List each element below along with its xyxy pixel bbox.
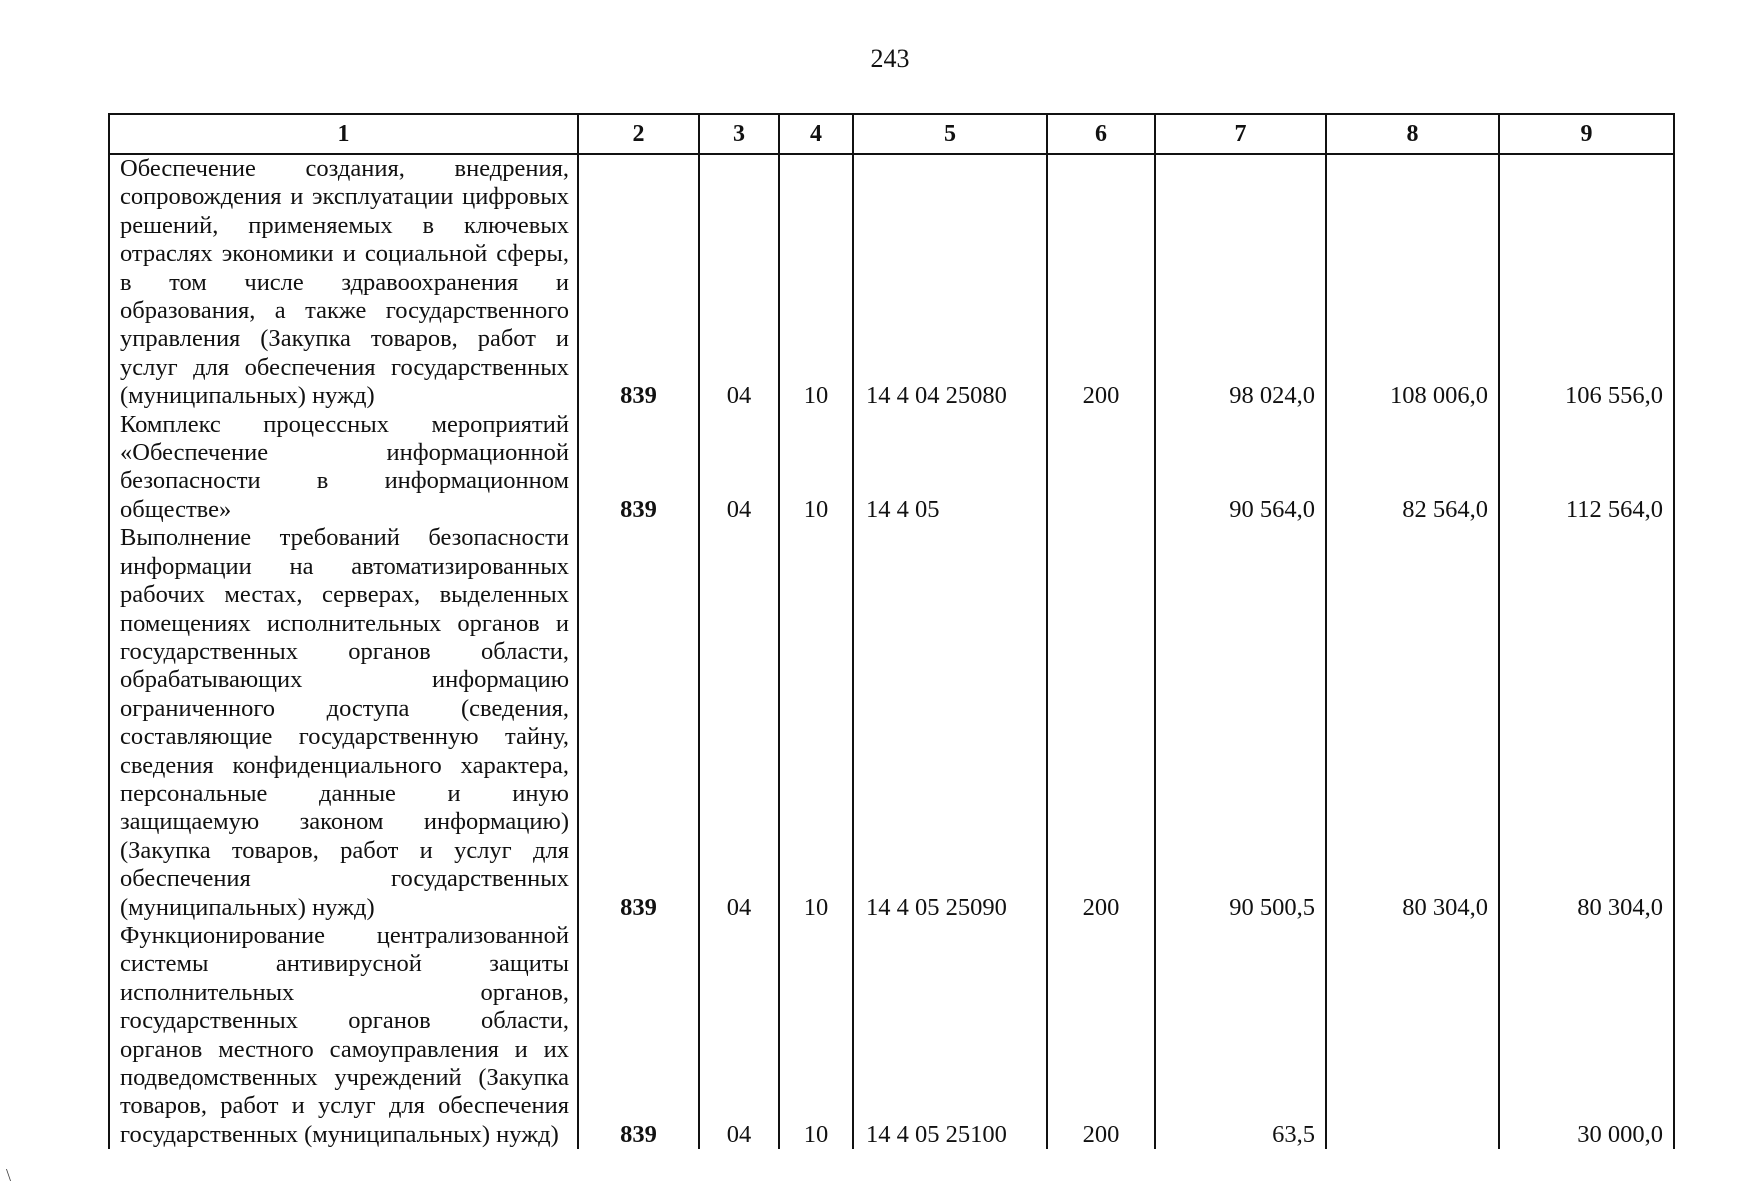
table-row bbox=[109, 154, 1674, 411]
row-expense-type: 200 bbox=[1047, 154, 1155, 411]
row-expense-type: 200 bbox=[1047, 922, 1155, 1149]
column-header-section: 3 bbox=[699, 114, 779, 154]
row-target-article: 14 4 04 25080 bbox=[853, 154, 1047, 411]
table-header bbox=[109, 114, 1674, 154]
row-ministry-code: 839 bbox=[578, 922, 699, 1149]
row-target-article: 14 4 05 25100 bbox=[853, 922, 1047, 1149]
table-body bbox=[109, 154, 1674, 1149]
row-subsection: 10 bbox=[779, 922, 853, 1149]
row-ministry-code: 839 bbox=[578, 524, 699, 922]
row-sum-year-1: 98 024,0 bbox=[1155, 154, 1326, 411]
row-subsection: 10 bbox=[779, 411, 853, 525]
column-header-sum-year-2: 8 bbox=[1326, 114, 1499, 154]
row-ministry-code: 839 bbox=[578, 411, 699, 525]
row-sum-year-3: 112 564,0 bbox=[1499, 411, 1674, 525]
row-name: Комплекс процессных мероприятий «Обеспечение информационной безопасности в информационном обществе» bbox=[109, 411, 578, 525]
column-header-target-article: 5 bbox=[853, 114, 1047, 154]
row-expense-type bbox=[1047, 411, 1155, 525]
row-sum-year-1: 63,5 bbox=[1155, 922, 1326, 1149]
budget-table bbox=[108, 113, 1675, 1149]
column-header-name: 1 bbox=[109, 114, 578, 154]
row-section: 04 bbox=[699, 524, 779, 922]
table-row bbox=[109, 922, 1674, 1149]
row-subsection: 10 bbox=[779, 154, 853, 411]
column-header-subsection: 4 bbox=[779, 114, 853, 154]
row-target-article: 14 4 05 bbox=[853, 411, 1047, 525]
column-header-expense-type: 6 bbox=[1047, 114, 1155, 154]
row-sum-year-3: 80 304,0 bbox=[1499, 524, 1674, 922]
column-header-ministry: 2 bbox=[578, 114, 699, 154]
row-sum-year-1: 90 564,0 bbox=[1155, 411, 1326, 525]
column-header-sum-year-1: 7 bbox=[1155, 114, 1326, 154]
row-target-article: 14 4 05 25090 bbox=[853, 524, 1047, 922]
row-expense-type: 200 bbox=[1047, 524, 1155, 922]
row-section: 04 bbox=[699, 411, 779, 525]
table-row bbox=[109, 524, 1674, 922]
column-header-sum-year-3: 9 bbox=[1499, 114, 1674, 154]
header-row bbox=[109, 114, 1674, 154]
row-subsection: 10 bbox=[779, 524, 853, 922]
scan-artifact-mark: \ bbox=[6, 1165, 12, 1185]
row-name: Функционирование централизованной системы антивирусной защиты исполнительных органов, государственных органов области, органов местного самоуправления и их подведомственных учреждений (Закупка товаров, работ и услуг для обеспечения государственных (муниципальных) нужд) bbox=[109, 922, 578, 1149]
row-section: 04 bbox=[699, 922, 779, 1149]
row-sum-year-2: 80 304,0 bbox=[1326, 524, 1499, 922]
row-sum-year-3: 106 556,0 bbox=[1499, 154, 1674, 411]
row-sum-year-2: 82 564,0 bbox=[1326, 411, 1499, 525]
row-ministry-code: 839 bbox=[578, 154, 699, 411]
row-section: 04 bbox=[699, 154, 779, 411]
row-name: Выполнение требований безопасности информации на автоматизированных рабочих местах, серверах, выделенных помещениях исполнительных органов и государственных органов области, обрабатывающих информацию ограниченного доступа (сведения, составляющие государственную тайну, сведения конфиденциального характера, персональные данные и иную защищаемую законом информацию) (Закупка товаров, работ и услуг для обеспечения государственных (муниципальных) нужд) bbox=[109, 524, 578, 922]
row-sum-year-1: 90 500,5 bbox=[1155, 524, 1326, 922]
page-number: 243 bbox=[870, 44, 910, 73]
row-sum-year-2 bbox=[1326, 922, 1499, 1149]
row-sum-year-2: 108 006,0 bbox=[1326, 154, 1499, 411]
row-name: Обеспечение создания, внедрения, сопровождения и эксплуатации цифровых решений, применяемых в ключевых отраслях экономики и социальной сферы, в том числе здравоохранения и образования, а также государственного управления (Закупка товаров, работ и услуг для обеспечения государственных (муниципальных) нужд) bbox=[109, 154, 578, 411]
row-sum-year-3: 30 000,0 bbox=[1499, 922, 1674, 1149]
table-row bbox=[109, 411, 1674, 525]
